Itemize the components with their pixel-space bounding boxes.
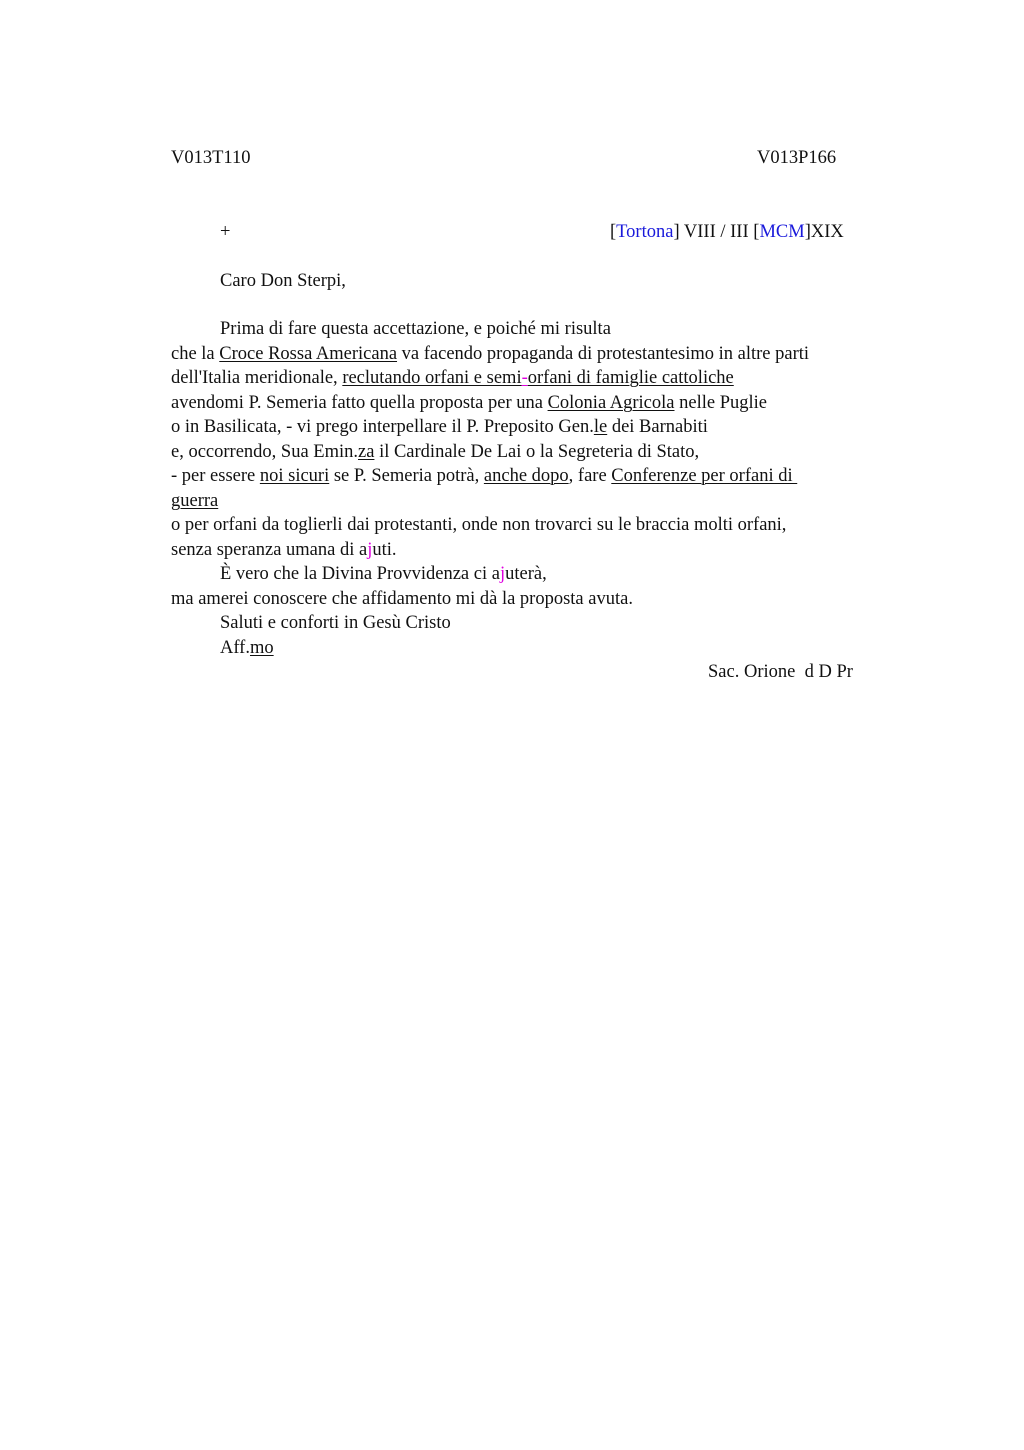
date-day-month: VIII / III: [679, 222, 754, 242]
underlined-text: za: [358, 442, 375, 462]
text-run: che la: [171, 344, 220, 364]
body-line: o per orfani da toglierli dai protestanti, onde non trovarci su le braccia molti orfani,: [171, 515, 787, 535]
body-line: [171, 342, 809, 366]
underlined-text: Conferenze per orfani di: [611, 466, 798, 486]
closing-line: Saluti e conforti in Gesù Cristo: [220, 613, 451, 633]
correction-mark: j: [367, 540, 373, 560]
date-year: XIX: [810, 222, 844, 242]
greeting: Caro Don Sterpi,: [220, 271, 346, 291]
text-run: va facendo propaganda di protestantesimo in altre parti: [397, 344, 810, 364]
underlined-text: anche dopo: [483, 466, 569, 486]
text-run: nelle Puglie: [674, 393, 767, 413]
body-line: [220, 562, 547, 586]
underlined-text: mo: [249, 638, 274, 658]
body-line: [171, 464, 797, 488]
underlined-text: orfani di famiglie cattoliche: [527, 368, 734, 388]
text-run: Aff.: [220, 638, 250, 658]
document-code-right: V013P166: [757, 148, 837, 168]
underlined-text: Croce Rossa Americana: [219, 344, 398, 364]
text-run: o in Basilicata, - vi prego interpellare il P. Preposito Gen.: [171, 417, 594, 437]
body-line: [171, 415, 708, 439]
text-run: se P. Semeria potrà,: [329, 466, 484, 486]
date-bracket: ]: [673, 222, 680, 242]
date-bracket: [: [610, 222, 617, 242]
closing-line: [220, 636, 274, 660]
letter-date: [610, 220, 844, 244]
text-run: uti.: [372, 540, 397, 560]
text-run: avendomi P. Semeria fatto quella proposta per una: [171, 393, 548, 413]
date-century: MCM: [759, 222, 805, 242]
underlined-text: le: [593, 417, 608, 437]
correction-mark: -: [521, 368, 528, 388]
body-line: [171, 440, 699, 464]
date-bracket: ]: [804, 222, 811, 242]
text-run: È vero che la Divina Provvidenza ci a: [220, 564, 500, 584]
underlined-text: reclutando orfani e semi: [342, 368, 522, 388]
signature: Sac. Orione d D Pr: [708, 662, 853, 682]
text-run: - per essere: [171, 466, 260, 486]
underlined-text: guerra: [171, 491, 219, 511]
correction-mark: j: [499, 564, 506, 584]
text-run: uterà,: [505, 564, 547, 584]
text-run: il Cardinale De Lai o la Segreteria di Stato,: [374, 442, 700, 462]
text-run: e, occorrendo, Sua Emin.: [171, 442, 358, 462]
body-line: [171, 366, 734, 390]
underlined-text: noi sicuri: [259, 466, 330, 486]
body-line: [171, 538, 397, 562]
underlined-text: Colonia Agricola: [547, 393, 675, 413]
body-line: [171, 489, 218, 513]
body-line: [171, 391, 767, 415]
document-code-left: V013T110: [171, 148, 251, 168]
body-line: Prima di fare questa accettazione, e poiché mi risulta: [220, 319, 611, 339]
body-line: ma amerei conoscere che affidamento mi dà la proposta avuta.: [171, 589, 633, 609]
text-run: dell'Italia meridionale,: [171, 368, 343, 388]
text-run: dei Barnabiti: [607, 417, 708, 437]
cross-symbol: +: [220, 222, 231, 242]
text-run: , fare: [568, 466, 612, 486]
date-bracket: [: [753, 222, 760, 242]
date-place: Tortona: [616, 222, 674, 242]
text-run: senza speranza umana di a: [171, 540, 368, 560]
